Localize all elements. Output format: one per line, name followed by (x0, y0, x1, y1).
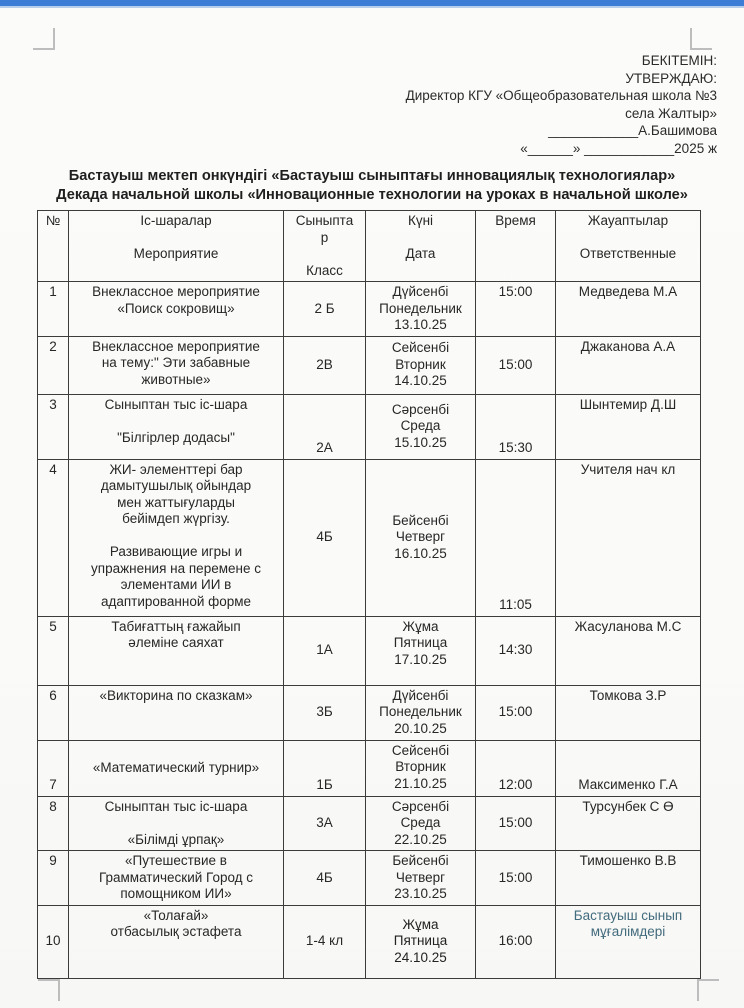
cell-num: 7 (38, 740, 69, 796)
cell-activity: «Математический турнир» (69, 740, 284, 796)
cell-time: 15:00 (476, 685, 556, 740)
cell-num: 1 (38, 282, 69, 337)
approval-line-director: Директор КГУ «Общеобразовательная школа №3 (405, 88, 717, 104)
header-num: № (38, 211, 69, 282)
cell-activity: Внеклассное мероприятие на тему:" Эти забавные животные» (69, 336, 284, 394)
cell-date: Дүйсенбі Понедельник 13.10.25 (366, 282, 476, 337)
cell-date: Бейсенбі Четверг 23.10.25 (366, 851, 476, 906)
cell-responsible: Бастауыш сынып мұғалімдері (556, 905, 701, 978)
document-title-kazakh: Бастауыш мектеп онкүндігі «Бастауыш сыныптағы инновациялық технологиялар» (68, 168, 676, 184)
cell-responsible: Джаканова А.А (556, 336, 701, 394)
cell-time: 15:30 (476, 394, 556, 459)
cell-date: Жұма Пятница 24.10.25 (366, 905, 476, 978)
table-row (38, 459, 701, 616)
cell-grade: 2А (284, 394, 366, 459)
cell-time: 16:00 (476, 905, 556, 978)
cell-activity: Сыныптан тыс іс-шара "Білгірлер додасы" (69, 394, 284, 459)
table-row (38, 905, 701, 978)
header-activity: Іс-шаралар Мероприятие (69, 211, 284, 282)
crop-mark-top-right-icon (690, 28, 712, 50)
cell-time: 11:05 (476, 459, 556, 616)
crop-mark-top-left-icon (33, 28, 55, 50)
table-row (38, 685, 701, 740)
cell-date: Сәрсенбі Среда 22.10.25 (366, 796, 476, 851)
cell-activity: «Толағай» отбасылық эстафета (69, 905, 284, 978)
table-header-row (38, 211, 701, 282)
cell-grade: 1Б (284, 740, 366, 796)
crop-mark-bottom-left-icon (38, 979, 60, 1001)
cell-grade: 1А (284, 616, 366, 685)
cell-grade: 1-4 кл (284, 905, 366, 978)
cell-grade: 4Б (284, 459, 366, 616)
cell-activity: «Путешествие в Грамматический Город с помощником ИИ» (69, 851, 284, 906)
document-title-russian: Декада начальной школы «Инновационные технологии на уроках в начальной школе» (56, 186, 688, 203)
cell-activity: ЖИ- элементтері бар дамытушылық ойындар мен жаттығуларды бейімдеп жүргізу. Развивающие игры и упражнения на перемене с элементами ИИ в адаптированной форме (69, 459, 284, 616)
cell-num: 2 (38, 336, 69, 394)
table-row (38, 616, 701, 685)
cell-num: 4 (38, 459, 69, 616)
crop-mark-bottom-right-icon (697, 979, 719, 1001)
cell-time: 12:00 (476, 740, 556, 796)
cell-num: 3 (38, 394, 69, 459)
cell-responsible: Шынтемир Д.Ш (556, 394, 701, 459)
cell-num: 5 (38, 616, 69, 685)
cell-num: 9 (38, 851, 69, 906)
table-row (38, 740, 701, 796)
cell-time: 15:00 (476, 851, 556, 906)
header-grade: Сыныпта р Класс (284, 211, 366, 282)
cell-num: 8 (38, 796, 69, 851)
cell-responsible: Тимошенко В.В (556, 851, 701, 906)
cell-time: 15:00 (476, 336, 556, 394)
document-title (0, 167, 744, 204)
table-row (38, 851, 701, 906)
cell-grade: 3А (284, 796, 366, 851)
cell-activity: «Викторина по сказкам» (69, 685, 284, 740)
cell-responsible: Жасуланова М.С (556, 616, 701, 685)
approval-line-village: села Жалтыр» (625, 105, 717, 121)
header-date: Күні Дата (366, 211, 476, 282)
cell-time: 15:00 (476, 796, 556, 851)
approval-line-date: «______» ____________2025 ж (520, 140, 717, 156)
app-top-bar (0, 0, 744, 8)
cell-grade: 2В (284, 336, 366, 394)
schedule-table (37, 210, 701, 979)
cell-grade: 3Б (284, 685, 366, 740)
header-time: Время (476, 211, 556, 282)
cell-responsible: Турсунбек С Ө (556, 796, 701, 851)
table-row (38, 336, 701, 394)
cell-activity: Табиғаттың ғажайып әлеміне саяхат (69, 616, 284, 685)
cell-num: 6 (38, 685, 69, 740)
header-responsible: Жауаптылар Ответственные (556, 211, 701, 282)
table-row (38, 796, 701, 851)
cell-date: Жұма Пятница 17.10.25 (366, 616, 476, 685)
cell-date: Сәрсенбі Среда 15.10.25 (366, 394, 476, 459)
table-row (38, 282, 701, 337)
cell-date: Сейсенбі Вторник 21.10.25 (366, 740, 476, 796)
cell-grade: 2 Б (284, 282, 366, 337)
cell-time: 14:30 (476, 616, 556, 685)
cell-time: 15:00 (476, 282, 556, 337)
cell-responsible: Максименко Г.А (556, 740, 701, 796)
approval-line-bekitemin: БЕКІТЕМІН: (641, 53, 717, 68)
cell-grade: 4Б (284, 851, 366, 906)
cell-date: Сейсенбі Вторник 14.10.25 (366, 336, 476, 394)
cell-responsible: Медведева М.А (556, 282, 701, 337)
approval-line-utverzhdayu: УТВЕРЖДАЮ: (625, 70, 717, 86)
approval-line-signature: ____________А.Башимова (548, 123, 717, 139)
cell-activity: Сыныптан тыс іс-шара «Білімді ұрпақ» (69, 796, 284, 851)
cell-responsible: Учителя нач кл (556, 459, 701, 616)
approval-block (406, 52, 717, 158)
cell-activity: Внеклассное мероприятие «Поиск сокровищ» (69, 282, 284, 337)
cell-date: Дүйсенбі Понедельник 20.10.25 (366, 685, 476, 740)
cell-responsible: Томкова З.Р (556, 685, 701, 740)
cell-num: 10 (38, 905, 69, 978)
table-row (38, 394, 701, 459)
cell-date: Бейсенбі Четверг 16.10.25 (366, 459, 476, 616)
